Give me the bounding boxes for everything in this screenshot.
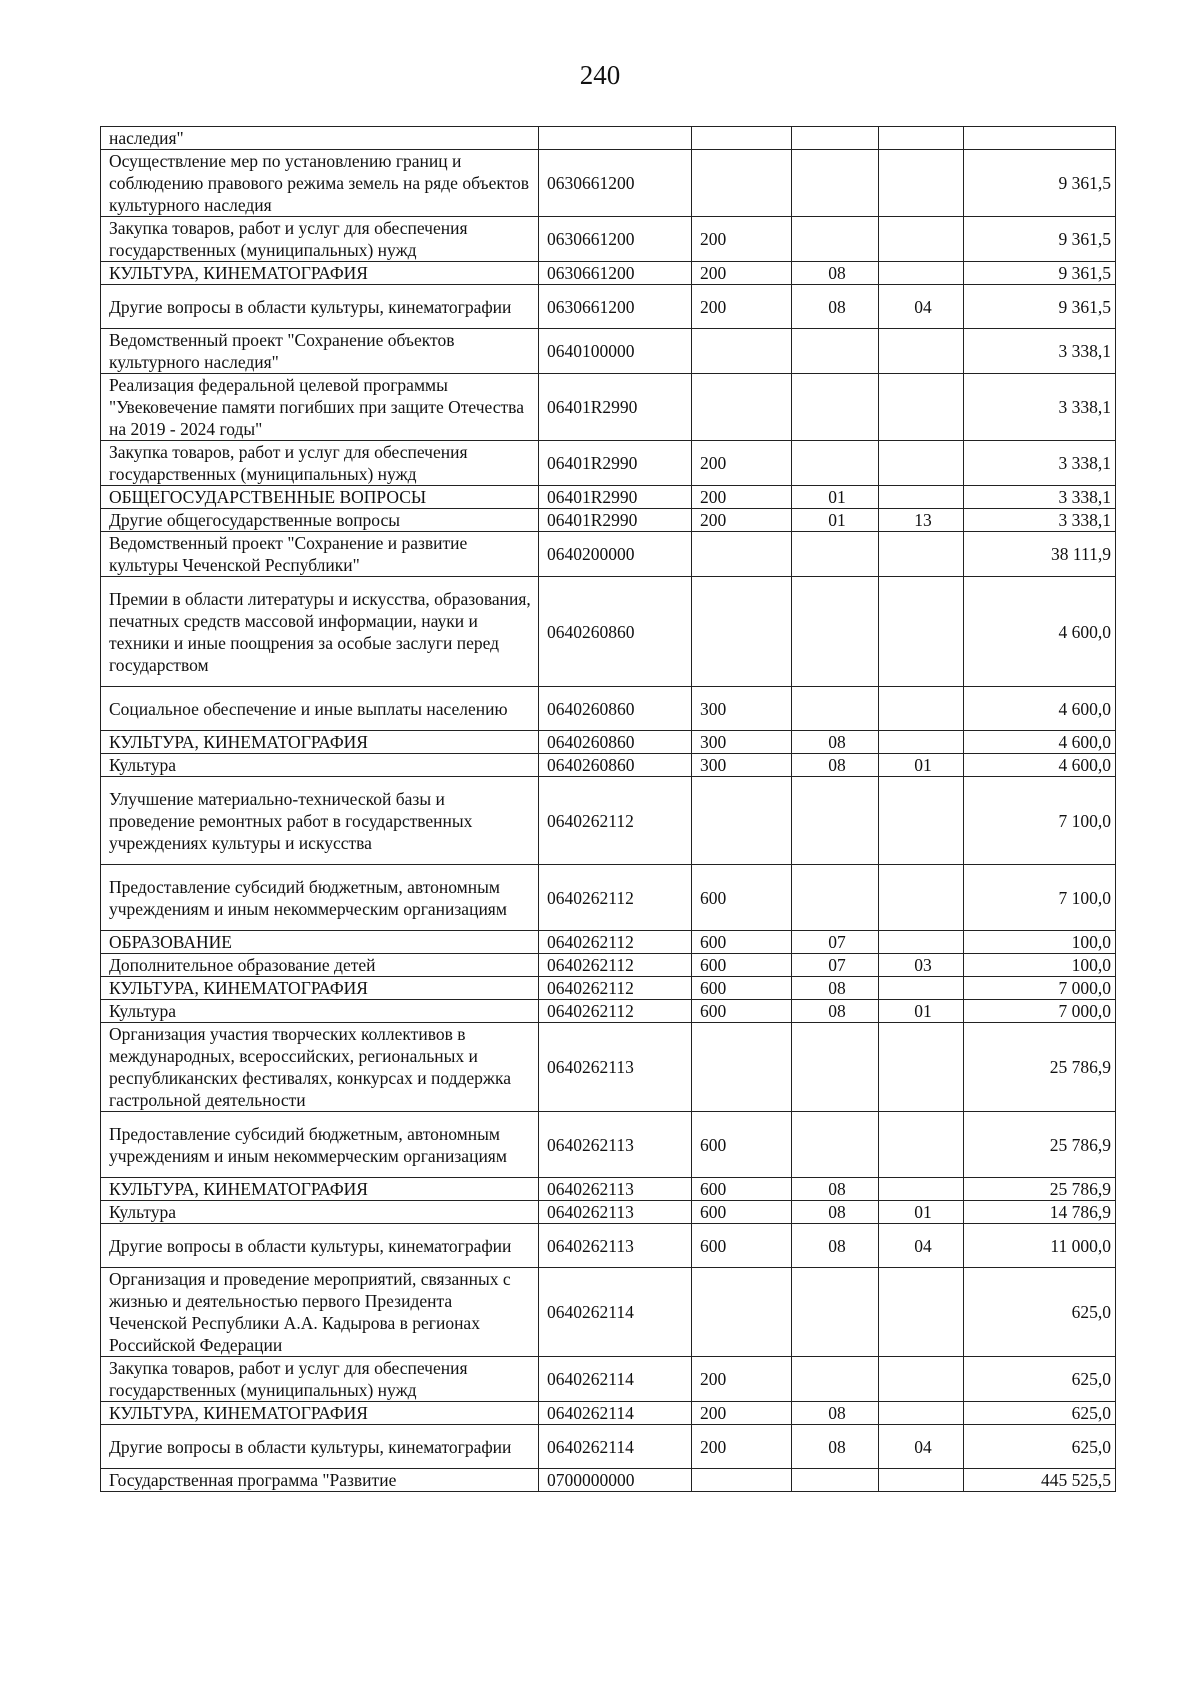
- cell-section: [792, 777, 879, 865]
- cell-target-code: 0630661200: [539, 150, 692, 217]
- table-row: [101, 1469, 1116, 1492]
- cell-amount: 7 000,0: [964, 1000, 1116, 1023]
- cell-expense-type: 200: [692, 441, 792, 486]
- cell-name: Ведомственный проект "Сохранение объектов культурного наследия": [101, 329, 539, 374]
- table-row: [101, 977, 1116, 1000]
- cell-section: [792, 374, 879, 441]
- cell-target-code: 0640262112: [539, 931, 692, 954]
- cell-expense-type: 200: [692, 1402, 792, 1425]
- cell-target-code: 0640262114: [539, 1357, 692, 1402]
- cell-amount: 7 100,0: [964, 777, 1116, 865]
- cell-name: Культура: [101, 1000, 539, 1023]
- cell-amount: 100,0: [964, 931, 1116, 954]
- cell-amount: 25 786,9: [964, 1112, 1116, 1178]
- cell-target-code: 0640262114: [539, 1268, 692, 1357]
- cell-amount: 11 000,0: [964, 1224, 1116, 1268]
- table-row: [101, 687, 1116, 731]
- cell-target-code: 0640260860: [539, 687, 692, 731]
- budget-table: [100, 126, 1116, 1492]
- cell-target-code: 0700000000: [539, 1469, 692, 1492]
- cell-target-code: 0640262114: [539, 1425, 692, 1469]
- cell-name: Другие общегосударственные вопросы: [101, 509, 539, 532]
- table-row: [101, 1425, 1116, 1469]
- cell-target-code: 0640262114: [539, 1402, 692, 1425]
- cell-target-code: 0630661200: [539, 262, 692, 285]
- cell-expense-type: 600: [692, 954, 792, 977]
- table-row: [101, 150, 1116, 217]
- cell-section: [792, 577, 879, 687]
- cell-amount: 4 600,0: [964, 754, 1116, 777]
- table-row: [101, 1000, 1116, 1023]
- cell-expense-type: 600: [692, 1201, 792, 1224]
- cell-section: 08: [792, 1224, 879, 1268]
- cell-name: Организация участия творческих коллективов в международных, всероссийских, региональных и республиканских фестивалях, конкурсах и поддержка гастрольной деятельности: [101, 1023, 539, 1112]
- cell-expense-type: 200: [692, 486, 792, 509]
- cell-target-code: 06401R2990: [539, 486, 692, 509]
- table-row: [101, 1224, 1116, 1268]
- cell-target-code: 0640262113: [539, 1112, 692, 1178]
- cell-subsection: [879, 127, 964, 150]
- cell-amount: 7 000,0: [964, 977, 1116, 1000]
- cell-expense-type: 600: [692, 1112, 792, 1178]
- cell-section: [792, 127, 879, 150]
- cell-target-code: 0640200000: [539, 532, 692, 577]
- cell-name: наследия": [101, 127, 539, 150]
- cell-target-code: 0640262112: [539, 1000, 692, 1023]
- cell-name: КУЛЬТУРА, КИНЕМАТОГРАФИЯ: [101, 1402, 539, 1425]
- cell-amount: 9 361,5: [964, 262, 1116, 285]
- cell-subsection: [879, 731, 964, 754]
- cell-subsection: 01: [879, 1201, 964, 1224]
- cell-expense-type: 200: [692, 217, 792, 262]
- table-row: [101, 731, 1116, 754]
- cell-subsection: [879, 532, 964, 577]
- cell-subsection: [879, 977, 964, 1000]
- cell-subsection: 04: [879, 1425, 964, 1469]
- table-row: [101, 754, 1116, 777]
- cell-section: [792, 1112, 879, 1178]
- cell-amount: 4 600,0: [964, 577, 1116, 687]
- cell-target-code: 0640262113: [539, 1023, 692, 1112]
- cell-name: Культура: [101, 1201, 539, 1224]
- cell-section: [792, 329, 879, 374]
- cell-target-code: 0640260860: [539, 577, 692, 687]
- cell-expense-type: 300: [692, 687, 792, 731]
- cell-amount: 3 338,1: [964, 509, 1116, 532]
- cell-name: Культура: [101, 754, 539, 777]
- cell-subsection: [879, 217, 964, 262]
- cell-subsection: 04: [879, 285, 964, 329]
- cell-target-code: 0640100000: [539, 329, 692, 374]
- cell-expense-type: 600: [692, 1178, 792, 1201]
- table-row: [101, 931, 1116, 954]
- table-row: [101, 1268, 1116, 1357]
- table-row: [101, 865, 1116, 931]
- cell-name: Предоставление субсидий бюджетным, автономным учреждениям и иным некоммерческим организациям: [101, 865, 539, 931]
- cell-name: Улучшение материально-технической базы и проведение ремонтных работ в государственных учреждениях культуры и искусства: [101, 777, 539, 865]
- cell-amount: 625,0: [964, 1402, 1116, 1425]
- cell-expense-type: [692, 329, 792, 374]
- cell-subsection: [879, 1112, 964, 1178]
- cell-target-code: 0630661200: [539, 217, 692, 262]
- cell-section: 01: [792, 486, 879, 509]
- cell-name: Ведомственный проект "Сохранение и развитие культуры Чеченской Республики": [101, 532, 539, 577]
- cell-expense-type: 200: [692, 285, 792, 329]
- cell-amount: 4 600,0: [964, 731, 1116, 754]
- cell-target-code: 0640262113: [539, 1201, 692, 1224]
- table-row: [101, 1023, 1116, 1112]
- cell-subsection: [879, 865, 964, 931]
- table-row: [101, 374, 1116, 441]
- cell-target-code: 0640260860: [539, 731, 692, 754]
- cell-subsection: [879, 374, 964, 441]
- cell-name: Осуществление мер по установлению границ и соблюдению правового режима земель на ряде объектов культурного наследия: [101, 150, 539, 217]
- cell-amount: 100,0: [964, 954, 1116, 977]
- cell-section: 08: [792, 731, 879, 754]
- cell-expense-type: [692, 374, 792, 441]
- cell-amount: 14 786,9: [964, 1201, 1116, 1224]
- cell-expense-type: 600: [692, 977, 792, 1000]
- table-row: [101, 1112, 1116, 1178]
- cell-expense-type: [692, 532, 792, 577]
- cell-expense-type: 300: [692, 754, 792, 777]
- cell-name: КУЛЬТУРА, КИНЕМАТОГРАФИЯ: [101, 731, 539, 754]
- table-row: [101, 285, 1116, 329]
- table-row: [101, 954, 1116, 977]
- cell-subsection: [879, 777, 964, 865]
- cell-name: Другие вопросы в области культуры, кинематографии: [101, 1425, 539, 1469]
- cell-expense-type: 600: [692, 1224, 792, 1268]
- cell-name: ОБЩЕГОСУДАРСТВЕННЫЕ ВОПРОСЫ: [101, 486, 539, 509]
- cell-amount: 3 338,1: [964, 329, 1116, 374]
- cell-subsection: [879, 441, 964, 486]
- cell-name: КУЛЬТУРА, КИНЕМАТОГРАФИЯ: [101, 977, 539, 1000]
- cell-subsection: [879, 150, 964, 217]
- cell-expense-type: 600: [692, 865, 792, 931]
- cell-amount: 9 361,5: [964, 285, 1116, 329]
- table-row: [101, 1201, 1116, 1224]
- cell-section: 08: [792, 1402, 879, 1425]
- cell-name: Реализация федеральной целевой программы "Увековечение памяти погибших при защите Отечества на 2019 - 2024 годы": [101, 374, 539, 441]
- cell-subsection: 01: [879, 754, 964, 777]
- cell-section: 01: [792, 509, 879, 532]
- cell-expense-type: 600: [692, 931, 792, 954]
- cell-target-code: [539, 127, 692, 150]
- cell-expense-type: [692, 1023, 792, 1112]
- table-row: [101, 1357, 1116, 1402]
- cell-name: Другие вопросы в области культуры, кинематографии: [101, 1224, 539, 1268]
- cell-expense-type: [692, 127, 792, 150]
- table-row: [101, 441, 1116, 486]
- cell-subsection: [879, 577, 964, 687]
- table-row: [101, 217, 1116, 262]
- cell-target-code: 0640262112: [539, 865, 692, 931]
- cell-amount: [964, 127, 1116, 150]
- cell-name: Другие вопросы в области культуры, кинематографии: [101, 285, 539, 329]
- cell-amount: 445 525,5: [964, 1469, 1116, 1492]
- cell-name: Государственная программа "Развитие: [101, 1469, 539, 1492]
- cell-section: [792, 1268, 879, 1357]
- cell-expense-type: [692, 1268, 792, 1357]
- cell-section: [792, 1023, 879, 1112]
- cell-amount: 9 361,5: [964, 217, 1116, 262]
- cell-amount: 625,0: [964, 1268, 1116, 1357]
- cell-name: Организация и проведение мероприятий, связанных с жизнью и деятельностью первого Президента Чеченской Республики А.А. Кадырова в регионах Российской Федерации: [101, 1268, 539, 1357]
- table-row: [101, 509, 1116, 532]
- cell-amount: 25 786,9: [964, 1023, 1116, 1112]
- cell-subsection: [879, 1469, 964, 1492]
- cell-subsection: 03: [879, 954, 964, 977]
- cell-amount: 625,0: [964, 1357, 1116, 1402]
- cell-expense-type: 200: [692, 1425, 792, 1469]
- table-row: [101, 532, 1116, 577]
- cell-section: 08: [792, 285, 879, 329]
- cell-section: [792, 687, 879, 731]
- cell-section: [792, 1357, 879, 1402]
- cell-subsection: 13: [879, 509, 964, 532]
- table-row: [101, 1178, 1116, 1201]
- cell-target-code: 0640262113: [539, 1224, 692, 1268]
- cell-section: 08: [792, 977, 879, 1000]
- cell-expense-type: 200: [692, 509, 792, 532]
- cell-amount: 3 338,1: [964, 441, 1116, 486]
- table-row: [101, 577, 1116, 687]
- cell-section: 08: [792, 754, 879, 777]
- cell-section: 08: [792, 1201, 879, 1224]
- cell-target-code: 0640262113: [539, 1178, 692, 1201]
- cell-amount: 4 600,0: [964, 687, 1116, 731]
- cell-name: Закупка товаров, работ и услуг для обеспечения государственных (муниципальных) нужд: [101, 441, 539, 486]
- cell-target-code: 0640262112: [539, 777, 692, 865]
- cell-target-code: 0640262112: [539, 977, 692, 1000]
- cell-subsection: 01: [879, 1000, 964, 1023]
- table-row: [101, 262, 1116, 285]
- cell-section: [792, 865, 879, 931]
- cell-subsection: [879, 1357, 964, 1402]
- cell-amount: 625,0: [964, 1425, 1116, 1469]
- cell-target-code: 06401R2990: [539, 374, 692, 441]
- cell-subsection: [879, 1402, 964, 1425]
- cell-amount: 9 361,5: [964, 150, 1116, 217]
- cell-section: 08: [792, 1000, 879, 1023]
- cell-expense-type: 600: [692, 1000, 792, 1023]
- cell-amount: 3 338,1: [964, 374, 1116, 441]
- cell-section: 07: [792, 931, 879, 954]
- cell-expense-type: [692, 577, 792, 687]
- cell-name: Закупка товаров, работ и услуг для обеспечения государственных (муниципальных) нужд: [101, 217, 539, 262]
- cell-subsection: [879, 931, 964, 954]
- cell-target-code: 0630661200: [539, 285, 692, 329]
- cell-section: [792, 532, 879, 577]
- page-number: 240: [579, 60, 621, 90]
- cell-expense-type: [692, 1469, 792, 1492]
- cell-subsection: 04: [879, 1224, 964, 1268]
- cell-name: Социальное обеспечение и иные выплаты населению: [101, 687, 539, 731]
- table-row: [101, 486, 1116, 509]
- cell-section: [792, 217, 879, 262]
- cell-expense-type: 200: [692, 1357, 792, 1402]
- cell-subsection: [879, 262, 964, 285]
- table-row: [101, 329, 1116, 374]
- cell-target-code: 0640262112: [539, 954, 692, 977]
- cell-target-code: 06401R2990: [539, 509, 692, 532]
- cell-section: 08: [792, 1425, 879, 1469]
- cell-subsection: [879, 1023, 964, 1112]
- cell-subsection: [879, 1178, 964, 1201]
- table-row: [101, 1402, 1116, 1425]
- cell-amount: 7 100,0: [964, 865, 1116, 931]
- table-row: [101, 127, 1116, 150]
- cell-section: [792, 441, 879, 486]
- cell-subsection: [879, 486, 964, 509]
- cell-amount: 3 338,1: [964, 486, 1116, 509]
- cell-name: ОБРАЗОВАНИЕ: [101, 931, 539, 954]
- cell-name: Закупка товаров, работ и услуг для обеспечения государственных (муниципальных) нужд: [101, 1357, 539, 1402]
- cell-target-code: 06401R2990: [539, 441, 692, 486]
- budget-table-body: [101, 127, 1116, 1492]
- cell-section: 08: [792, 262, 879, 285]
- cell-name: Премии в области литературы и искусства, образования, печатных средств массовой информации, науки и техники и иные поощрения за особые заслуги перед государством: [101, 577, 539, 687]
- cell-expense-type: 200: [692, 262, 792, 285]
- cell-name: КУЛЬТУРА, КИНЕМАТОГРАФИЯ: [101, 1178, 539, 1201]
- cell-subsection: [879, 329, 964, 374]
- cell-section: 07: [792, 954, 879, 977]
- cell-subsection: [879, 687, 964, 731]
- cell-name: Дополнительное образование детей: [101, 954, 539, 977]
- cell-amount: 25 786,9: [964, 1178, 1116, 1201]
- cell-section: 08: [792, 1178, 879, 1201]
- cell-expense-type: 300: [692, 731, 792, 754]
- cell-name: КУЛЬТУРА, КИНЕМАТОГРАФИЯ: [101, 262, 539, 285]
- cell-amount: 38 111,9: [964, 532, 1116, 577]
- cell-expense-type: [692, 777, 792, 865]
- cell-expense-type: [692, 150, 792, 217]
- cell-section: [792, 1469, 879, 1492]
- cell-subsection: [879, 1268, 964, 1357]
- cell-name: Предоставление субсидий бюджетным, автономным учреждениям и иным некоммерческим организациям: [101, 1112, 539, 1178]
- table-row: [101, 777, 1116, 865]
- cell-section: [792, 150, 879, 217]
- cell-target-code: 0640260860: [539, 754, 692, 777]
